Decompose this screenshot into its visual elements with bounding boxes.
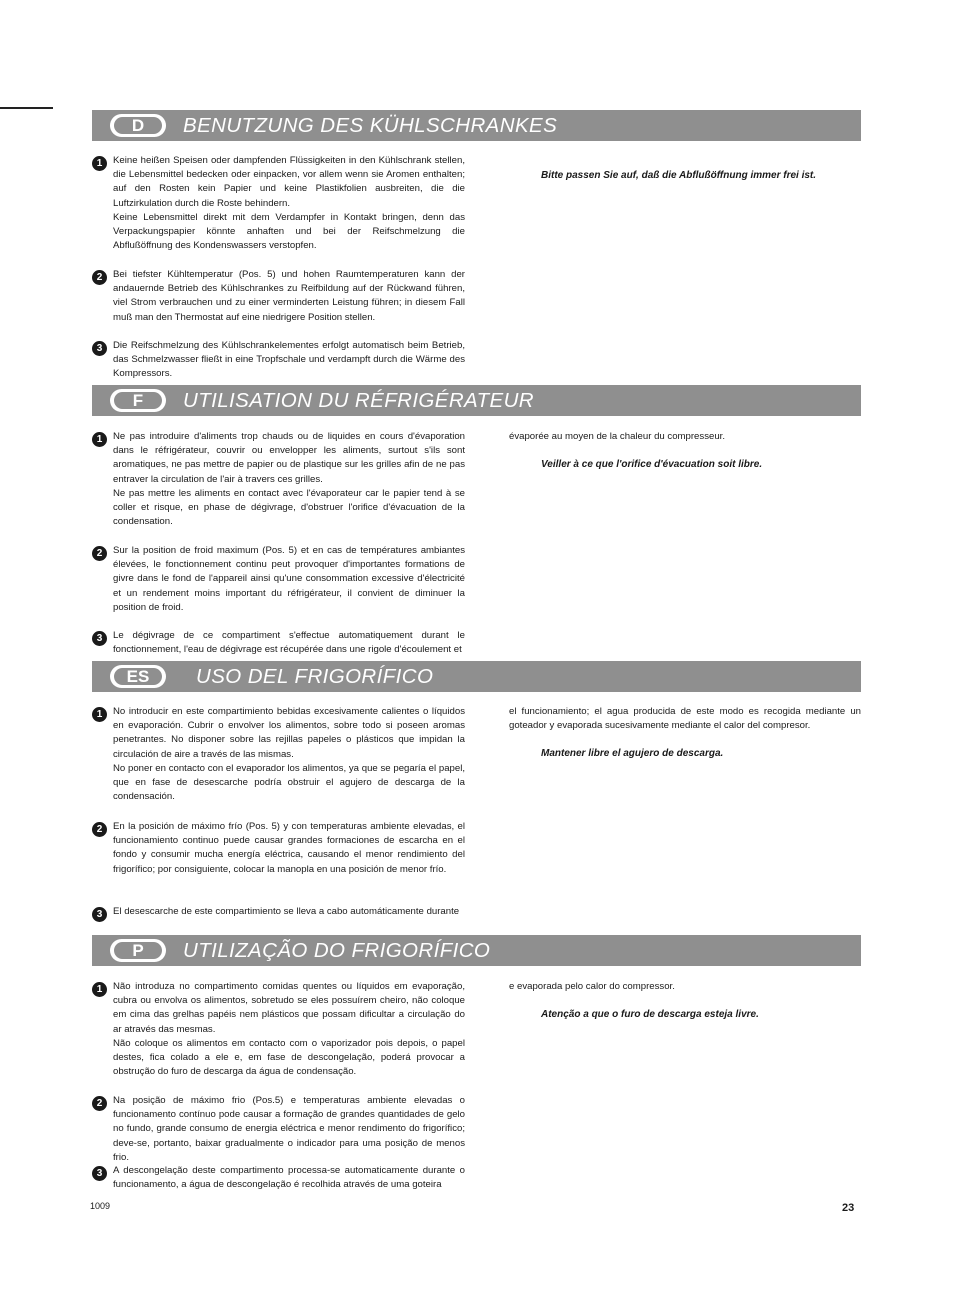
step-number-icon: 1 — [92, 982, 107, 997]
footer-code: 1009 — [90, 1201, 111, 1211]
language-badge: F — [110, 389, 166, 412]
section-header-bar — [92, 935, 861, 966]
section-title: BENUTZUNG DES KÜHLSCHRANKES — [183, 114, 558, 137]
instruction-item: 1 No introducir en este compartimiento bebidas excesivamente calientes o líquidos en evaporación. Cubrir o envolver los alimentos, sobre todo si poseen aromas penetrantes. No disponer sobre las rejillas papeles o plásticos que impidan la circulación de aire a través de las mismas. No poner en contacto con el evaporador los alimentos, ya que se pegaría el papel, que en fase de desescarche podría obstruir el agujero de descarga de la condensación. — [92, 705, 465, 804]
section-portuguese — [92, 935, 861, 1191]
step-number-icon: 1 — [92, 432, 107, 447]
note-text: Bitte passen Sie auf, daß die Abflußöffnung immer frei ist. — [541, 170, 817, 181]
top-rule — [0, 107, 53, 109]
step-number-icon: 2 — [92, 546, 107, 561]
section-german — [92, 110, 861, 380]
instruction-item: 3 A descongelação deste compartimento processa-se automaticamente durante o funcionamento, a água de descongelação é recolhida através de uma goteira — [92, 1164, 465, 1192]
instruction-item: 1 Keine heißen Speisen oder dampfenden Flüssigkeiten in den Kühlschrank stellen, die Lebensmittel bedecken oder einpacken, vor allem wenn sie Aromen enthalten; auf den Rosten kein Papier und keine Plastikfolien ausbreiten, die die Luftzirkulation durch die Roste behindern. Keine Lebensmittel direkt mit dem Verdampfer in Kontakt bringen, denn das Verpackungspapier könnte anhaften und bei der Reifschmelzung die Abflußöffnung des Kondenswassers verstopfen. — [92, 154, 465, 253]
instruction-item: 2 En la posición de máximo frío (Pos. 5) y con temperaturas ambiente elevadas, el funcionamiento continuo puede causar grandes formaciones de escarcha en el fondo y consumir mucha energía eléctrica, causando el menor rendimiento del frigorífico; por consiguiente, colocar la manopla en una posición de menor frío. — [92, 820, 465, 877]
section-title: UTILIZAÇÃO DO FRIGORÍFICO — [183, 939, 491, 962]
step-number-icon: 2 — [92, 270, 107, 285]
language-badge: P — [110, 939, 166, 962]
instruction-item: 1 Ne pas introduire d'aliments trop chauds ou de liquides en cours d'évaporation dans le réfrigérateur, couvrir ou envelopper les aliments, surtout s'ils sont aromatiques, ne pas mettre de papier ou de plastique sur les grilles afin de ne pas entraver la circulation de l'air à travers ces grilles. Ne pas mettre les aliments en contact avec l'évaporateur car le papier tend à se coller et risque, en phase de dégivrage, d'obstruer l'orifice d'évacuation de la condensation. — [92, 430, 465, 529]
language-badge: ES — [110, 665, 166, 688]
instruction-item: 2 Na posição de máximo frio (Pos.5) e temperaturas ambiente elevadas o funcionamento contínuo pode causar a formação de grandes quantidades de gelo no fundo, grande consumo de energia eléctrica e menor rendimento do frigorífico; deve-se, portanto, baixar gradualmente o indicador para uma posição de menos frio. — [92, 1094, 465, 1165]
instruction-item: 3 El desescarche de este compartimiento se lleva a cabo automáticamente durante — [92, 905, 465, 919]
step-number-icon: 3 — [92, 1166, 107, 1181]
step-number-icon: 3 — [92, 341, 107, 356]
continued-text: évaporée au moyen de la chaleur du compresseur. — [509, 431, 725, 442]
section-french — [92, 385, 861, 656]
instruction-item: 3 Le dégivrage de ce compartiment s'effectue automatiquement durant le fonctionnement, l'eau de dégivrage est récupérée dans une rigole d'écoulement et — [92, 629, 465, 657]
step-number-icon: 3 — [92, 631, 107, 646]
page-number: 23 — [842, 1202, 855, 1214]
continued-text: el funcionamiento; el agua producida de este modo es recogida mediante un goteador y evaporada sucesivamente mediante el calor del compresor. — [509, 706, 861, 732]
section-header-bar — [92, 110, 861, 141]
section-header-bar — [92, 661, 861, 692]
continued-text: e evaporada pelo calor do compressor. — [509, 981, 675, 992]
section-title: USO DEL FRIGORÍFICO — [196, 665, 434, 688]
section-title: UTILISATION DU RÉFRIGÉRATEUR — [183, 389, 534, 412]
note-text: Atenção a que o furo de descarga esteja livre. — [541, 1009, 759, 1021]
section-spanish — [92, 661, 861, 920]
instruction-item: 2 Bei tiefster Kühltemperatur (Pos. 5) und hohen Raumtemperaturen kann der andauernde Betrieb des Kühlschrankes zu Reifbildung auf der Rückwand führen, viel Strom verbrauchen und zu einer verminderten Leistung führen; in diesem Fall muß man den Thermostat auf eine niedrigere Position stellen. — [92, 268, 465, 325]
note-text: Veiller à ce que l'orifice d'évacuation soit libre. — [541, 459, 763, 471]
instruction-item: 2 Sur la position de froid maximum (Pos. 5) et en cas de températures ambiantes élevées, le fonctionnement continu peut provoquer d'importantes formations de givre dans le fond de l'appareil ainsi qu'une consommation excessive d'électricité et un rendement moins important du réfrigérateur, il convient de diminuer la position de froid. — [92, 544, 465, 615]
instruction-item: 3 Die Reifschmelzung des Kühlschrankelementes erfolgt automatisch beim Betrieb, das Schmelzwasser fließt in eine Tropfschale und verdampft durch die Wärme des Kompressors. — [92, 339, 465, 382]
step-number-icon: 3 — [92, 907, 107, 922]
instruction-item: 1 Não introduza no compartimento comidas quentes ou líquidos em evaporação, cubra ou envolva os alimentos, sobretudo se eles possuírem cheiro, não coloque em cima das grelhas papéis nem plásticos que possam dificultar a circulação do ar através das mesmas. Não coloque os alimentos em contacto com o vaporizador pois depois, o papel destes, fica colado a ele e, em fase de descongelação, poderá provocar a obstrução do furo de descarga da água de condensação. — [92, 980, 465, 1079]
section-header-bar — [92, 385, 861, 416]
step-number-icon: 1 — [92, 707, 107, 722]
step-number-icon: 2 — [92, 822, 107, 837]
step-number-icon: 2 — [92, 1096, 107, 1111]
language-badge: D — [110, 114, 166, 137]
note-text: Mantener libre el agujero de descarga. — [541, 748, 724, 760]
step-number-icon: 1 — [92, 156, 107, 171]
